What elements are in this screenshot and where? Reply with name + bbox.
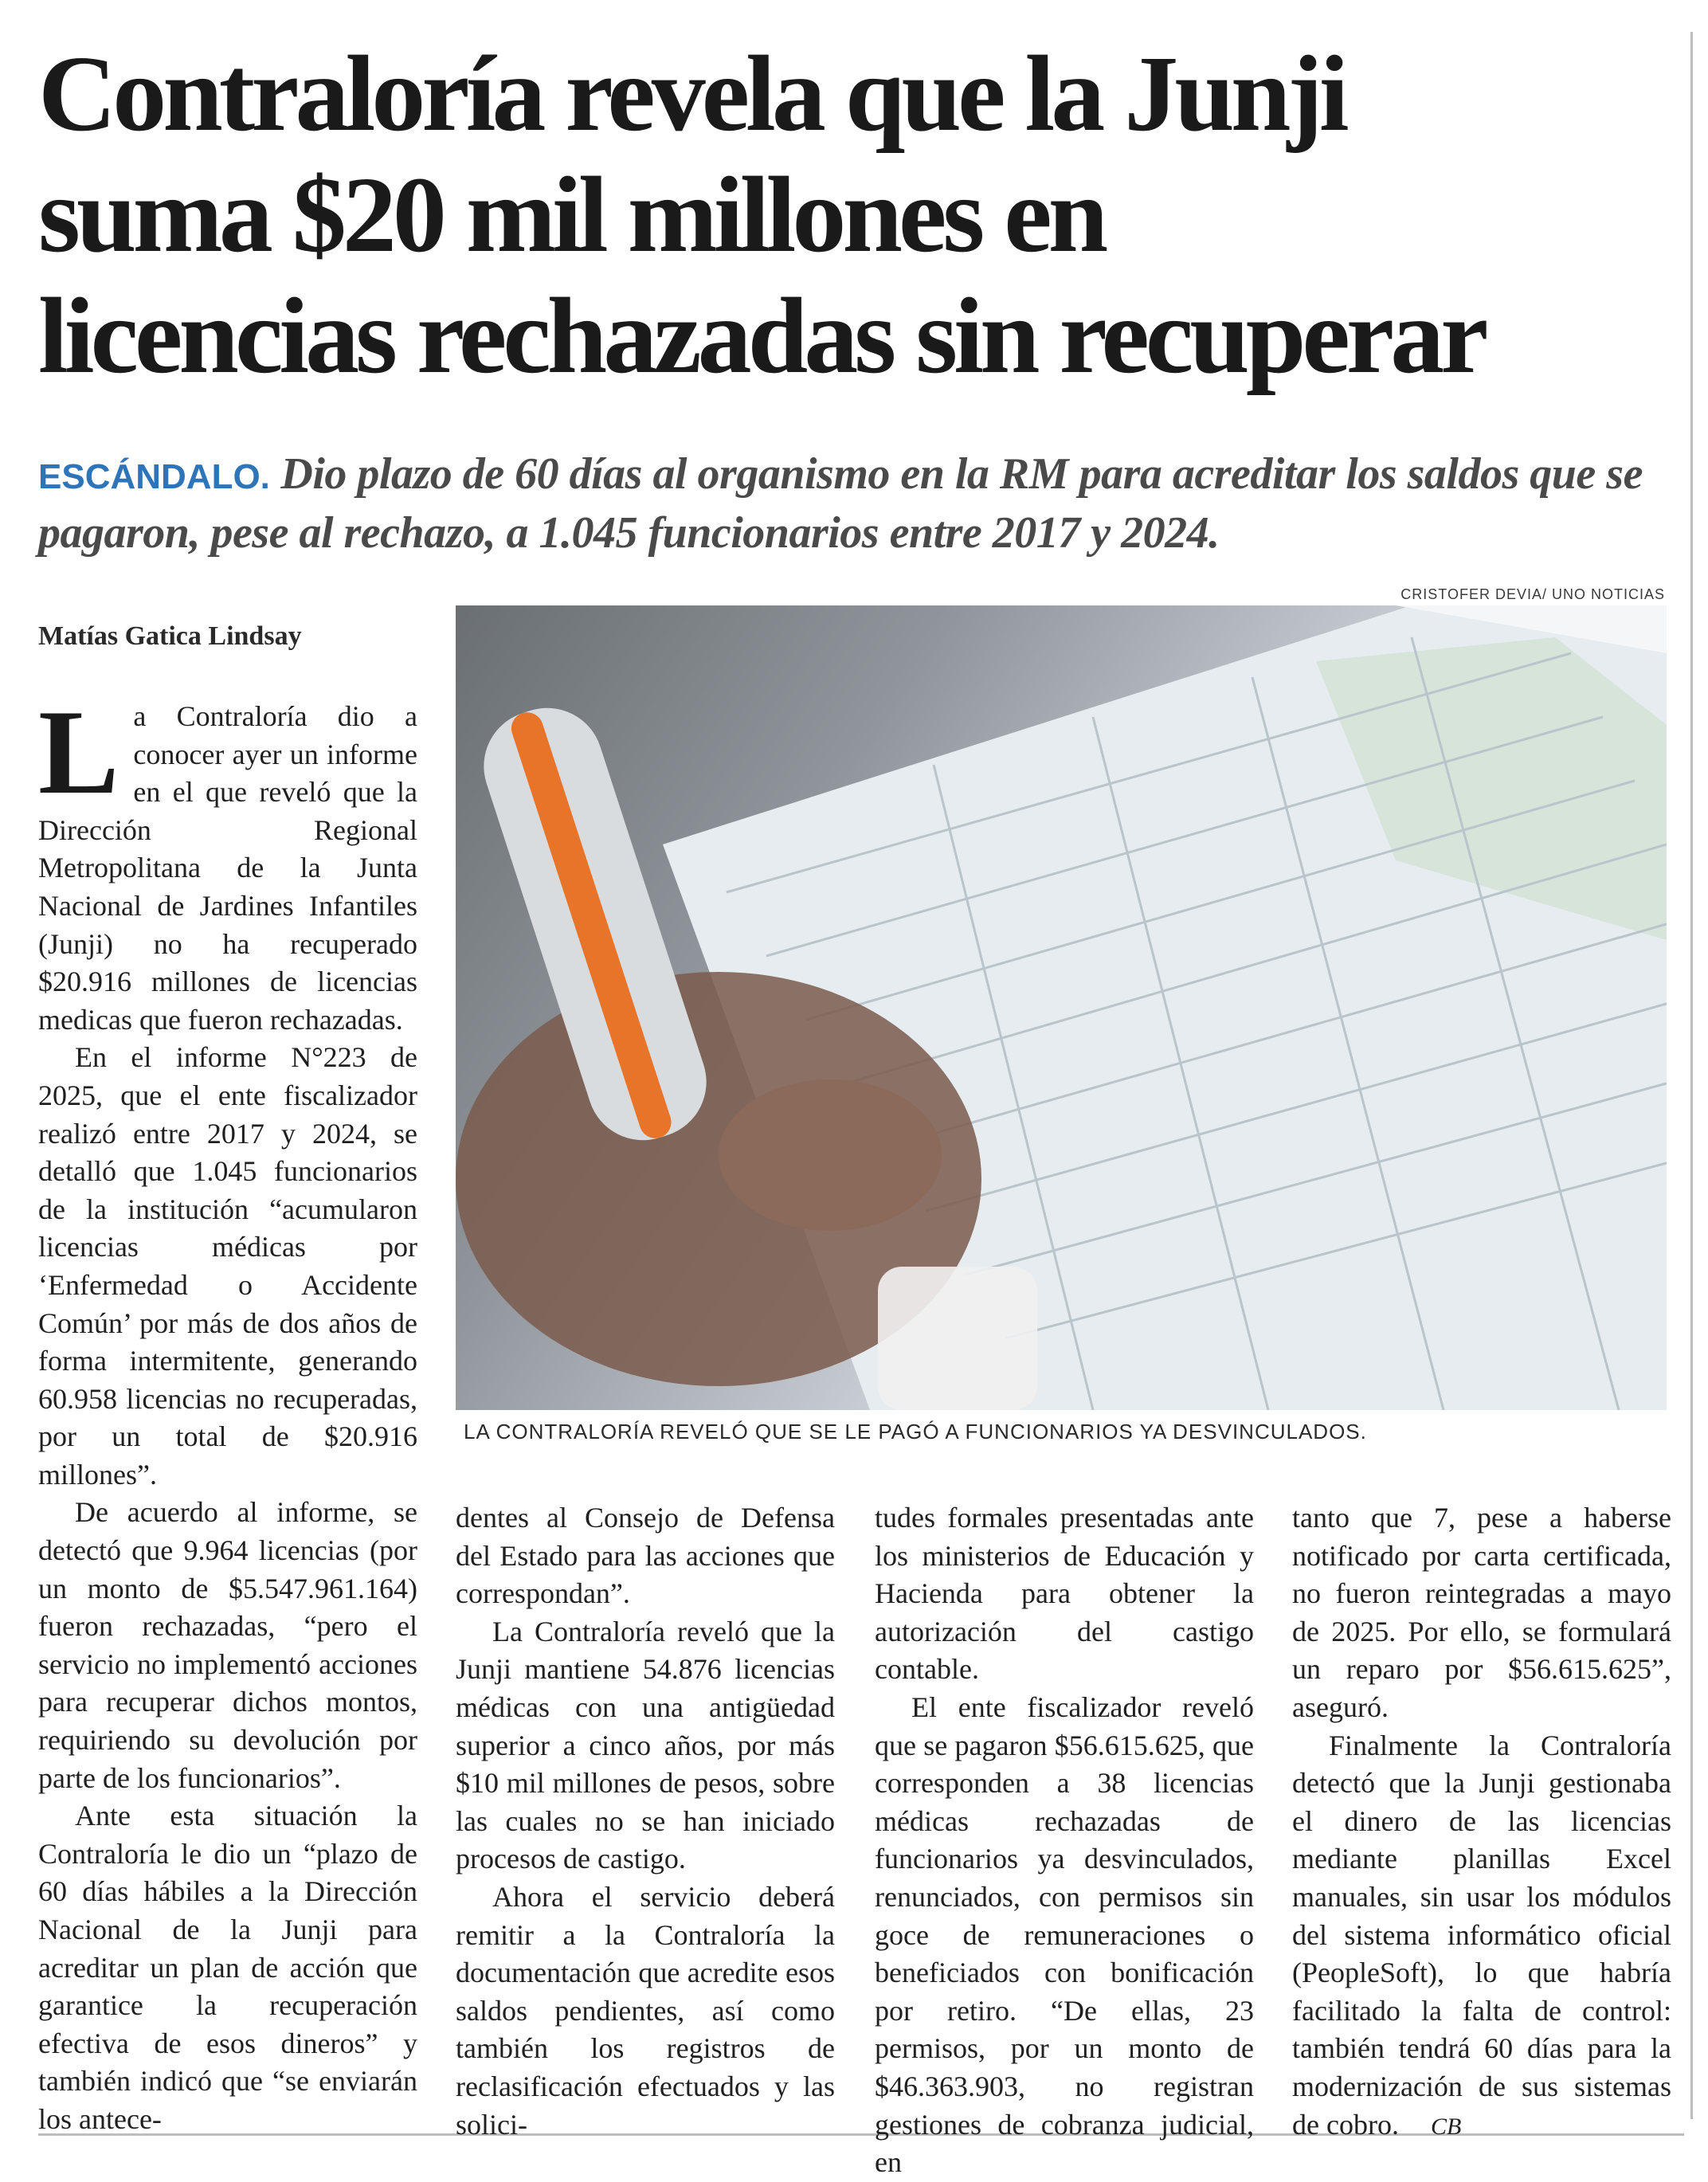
body-paragraph: Ahora el servicio deberá remitir a la Contraloría la documentación que acredite esos saldos pendientes, así como también los registros de reclasificación efectuados y las solici- [456,1880,835,2141]
body-column-2 [456,1499,835,2144]
column-rule [1690,32,1693,2119]
headline-line-2: suma $20 mil millones en [38,155,1105,275]
body-paragraph: De acuerdo al informe, se detectó que 9.964 licencias (por un monto de $5.547.961.164) fueron rechazadas, “pero el servicio no implementó acciones para recuperar dichos montos, requiriendo su devolución por parte de los funcionarios”. [38,1496,417,1794]
lead-text: Dio plazo de 60 días al organismo en la RM para acreditar los saldos que se pagaron, pese al rechazo, a 1.045 funcionarios entre 2017 y 2024. [38,449,1643,558]
byline: Matías Gatica Lindsay [38,621,302,651]
pen-cap [878,1267,1037,1410]
body-column-4 [1292,1499,1671,2145]
body-paragraph: tanto que 7, pese a haberse notificado por carta certificada, no fueron reintegradas a mayo de 2025. Por ello, se formulará un reparo por $56.615.625”, aseguró. [1292,1502,1671,1723]
body-column-3 [875,1499,1254,2182]
article-photo [456,605,1667,1410]
body-paragraph: Ante esta situación la Contraloría le dio un “plazo de 60 días hábiles a la Dirección Nacional de la Junji para acreditar un plan de acción que garantice la recuperación efectiva de esos dineros” y también indicó que “se enviarán los antece- [38,1800,417,2135]
headline-line-3: licencias rechazadas sin recuperar [38,276,1485,396]
end-mark: CB [1430,2113,1462,2140]
body-column-1 [38,685,417,2139]
body-paragraph: tudes formales presentadas ante los ministerios de Educación y Hacienda para obtener la autorización del castigo contable. [875,1502,1254,1686]
drop-cap: L [38,685,119,819]
photo-illustration [456,605,1667,1410]
section-tag: ESCÁNDALO. [38,457,270,496]
photo-caption: LA CONTRALORÍA REVELÓ QUE SE LE PAGÓ A FUNCIONARIOS YA DESVINCULADOS. [464,1420,1367,1444]
lead-paragraph [38,446,1679,561]
body-paragraph: El ente fiscalizador reveló que se pagaron $56.615.625, que corresponden a 38 licencias médicas rechazadas de funcionarios ya desvinculados, renunciados, con permisos sin goce de remuneraciones o beneficiados con bonificación por retiro. “De ellas, 23 permisos, por un monto de $46.363.903, no registran gestiones de cobranza judicial, en [875,1690,1254,2179]
body-paragraph: En el informe N°223 de 2025, que el ente fiscalizador realizó entre 2017 y 2024, se detalló que 1.045 funcionarios de la institución “acumularon licencias médicas por ‘Enfermedad o Accidente Común’ por más de dos años de forma intermitente, generando 60.958 licencias no recuperadas, por un total de $20.916 millones”. [38,1041,417,1491]
body-paragraph: La Contraloría dio a conocer ayer un informe en el que reveló que la Dirección Regional Metropolitana de la Junta Nacional de Jardines Infantiles (Junji) no ha recuperado $20.916 millones de licencias medicas que fueron rechazadas. [38,685,417,1036]
headline-line-1: Contraloría revela que la Junji [38,34,1346,154]
body-paragraph: La Contraloría reveló que la Junji mantiene 54.876 licencias médicas con una antigüedad superior a cinco años, por más $10 mil millones de pesos, sobre las cuales no se han iniciado procesos de castigo. [456,1615,835,1875]
body-paragraph: dentes al Consejo de Defensa del Estado para las acciones que correspondan”. [456,1502,835,1610]
photo-credit: CRISTOFER DEVIA/ UNO NOTICIAS [1400,586,1665,602]
body-paragraph: Finalmente la Contraloría detectó que la Junji gestionaba el dinero de las licencias mediante planillas Excel manuales, sin usar los módulos del sistema informático oficial (PeopleSoft), lo que habría facilitado la falta de control: también tendrá 60 días para la modernización de sus sistemas de cobro. CB [1292,1729,1671,2141]
headline [38,33,1679,397]
